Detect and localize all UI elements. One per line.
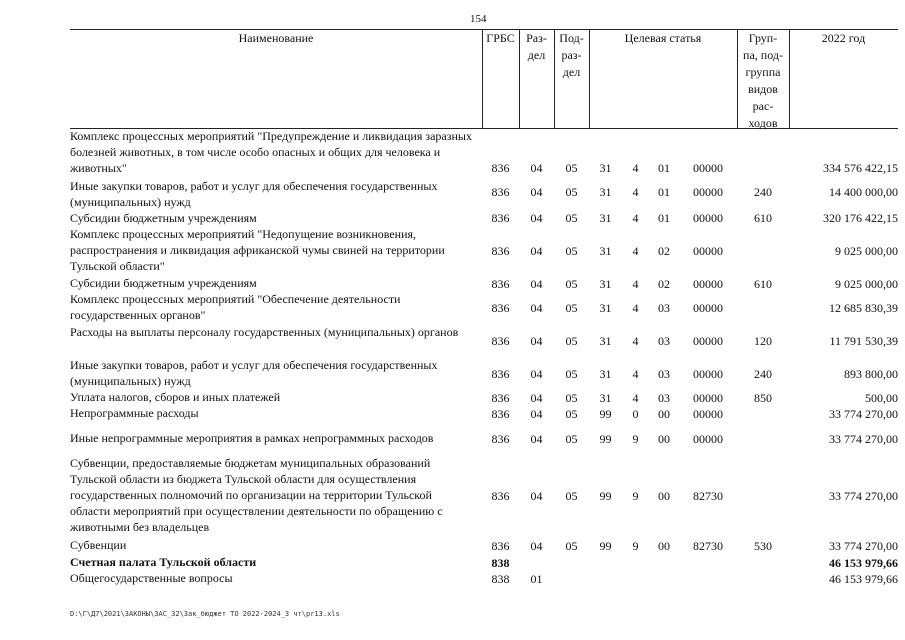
table-row: [70, 389, 898, 405]
cell-t1: 31: [599, 161, 612, 175]
cell-rz: 04: [530, 161, 543, 175]
cell-t2: 4: [632, 277, 639, 291]
row-name: Счетная палата Тульской области: [70, 555, 257, 569]
cell-t4: 82730: [693, 489, 723, 503]
cell-t4: 00000: [693, 432, 723, 446]
cell-t2: 9: [632, 432, 639, 446]
cell-t4: 82730: [693, 539, 723, 553]
cell-sum: 14 400 000,00: [829, 185, 898, 199]
cell-t1: 99: [599, 432, 612, 446]
header-razdel: Раз- дел: [526, 31, 547, 62]
cell-t3: 03: [658, 334, 670, 348]
header-podrazdel: Под- раз- дел: [559, 31, 584, 79]
cell-t2: 4: [632, 334, 639, 348]
cell-grbs: 836: [491, 407, 510, 421]
cell-rz: 04: [530, 185, 543, 199]
cell-t1: 99: [599, 539, 612, 553]
header-grbs: ГРБС: [486, 31, 515, 45]
cell-t1: 31: [599, 277, 612, 291]
cell-sum: 334 576 422,15: [823, 161, 898, 175]
cell-t3: 00: [658, 539, 670, 553]
cell-pr: 05: [565, 432, 578, 446]
cell-grbs: 836: [491, 301, 510, 315]
cell-grbs: 836: [491, 277, 510, 291]
cell-t3: 01: [658, 185, 670, 199]
row-name: Субсидии бюджетным учреждениям: [70, 211, 257, 225]
cell-t4: 00000: [693, 244, 723, 258]
cell-t2: 4: [632, 244, 639, 258]
cell-t3: 00: [658, 432, 670, 446]
row-name: Комплекс процессных мероприятий "Недопущение возникновения, распространения и ликвидация африканской чумы свиней на территории Тульской области": [70, 227, 445, 273]
table-row: [70, 226, 898, 274]
header-divider: [589, 29, 590, 128]
cell-t4: 00000: [693, 367, 723, 381]
table-row: [70, 537, 898, 553]
cell-pr: 05: [565, 367, 578, 381]
cell-pr: 05: [565, 489, 578, 503]
cell-grbs: 836: [491, 391, 510, 405]
cell-t1: 31: [599, 391, 612, 405]
cell-rz: 04: [530, 301, 543, 315]
cell-pr: 05: [565, 334, 578, 348]
table-row: [70, 570, 898, 586]
cell-grbs: 836: [491, 244, 510, 258]
cell-grbs: 836: [491, 432, 510, 446]
row-name: Уплата налогов, сборов и иных платежей: [70, 390, 281, 404]
cell-t4: 00000: [693, 211, 723, 225]
cell-rz: 04: [530, 432, 543, 446]
cell-t3: 03: [658, 301, 670, 315]
cell-t3: 00: [658, 489, 670, 503]
cell-rz: 04: [530, 391, 543, 405]
cell-rz: 04: [530, 407, 543, 421]
cell-t1: 31: [599, 244, 612, 258]
cell-t1: 99: [599, 407, 612, 421]
cell-grbs: 836: [491, 334, 510, 348]
cell-t4: 00000: [693, 277, 723, 291]
cell-grbs: 836: [491, 185, 510, 199]
cell-sum: 320 176 422,15: [823, 211, 898, 225]
cell-sum: 33 774 270,00: [829, 539, 898, 553]
cell-grbs: 838: [491, 572, 510, 586]
cell-t3: 02: [658, 244, 670, 258]
cell-t3: 01: [658, 161, 670, 175]
row-name: Непрограммные расходы: [70, 406, 199, 420]
cell-sum: 33 774 270,00: [829, 407, 898, 421]
header-year: 2022 год: [821, 31, 866, 45]
cell-t2: 9: [632, 539, 639, 553]
header-group: Груп- па, под- группа видов рас- ходов: [743, 31, 783, 130]
row-name: Комплекс процессных мероприятий "Обеспечение деятельности государственных органов": [70, 292, 401, 322]
cell-rz: 04: [530, 334, 543, 348]
cell-vr: 610: [754, 277, 772, 291]
cell-t2: 4: [632, 185, 639, 199]
cell-vr: 120: [754, 334, 772, 348]
table-row: [70, 128, 898, 176]
table-header: [70, 29, 898, 129]
page-number: 154: [470, 13, 487, 25]
row-name: Расходы на выплаты персоналу государственных (муниципальных) органов: [70, 325, 459, 339]
cell-pr: 05: [565, 391, 578, 405]
row-name: Комплекс процессных мероприятий "Предупреждение и ликвидация заразных болезней животных, в том числе особо опасных и общих для человека и животных": [70, 129, 472, 175]
cell-vr: 240: [754, 367, 772, 381]
header-name: Наименование: [238, 31, 314, 45]
cell-t1: 31: [599, 301, 612, 315]
cell-rz: 04: [530, 211, 543, 225]
cell-sum: 12 685 830,39: [829, 301, 898, 315]
cell-pr: 05: [565, 244, 578, 258]
row-name: Субвенции, предоставляемые бюджетам муниципальных образований Тульской области из бюджета Тульской области для осуществления государственных полномочий по организации на территории Тульской области мероприятий при осуществлении деятельности по обращению с животными без владельцев: [70, 456, 443, 534]
header-target: Целевая статья: [624, 31, 702, 45]
cell-grbs: 836: [491, 539, 510, 553]
table-row: [70, 455, 898, 535]
cell-vr: 530: [754, 539, 772, 553]
cell-rz: 04: [530, 539, 543, 553]
cell-t2: 9: [632, 489, 639, 503]
row-name: Иные закупки товаров, работ и услуг для обеспечения государственных (муниципальных) нужд: [70, 179, 438, 209]
cell-pr: 05: [565, 301, 578, 315]
table-row: [70, 430, 898, 446]
cell-t1: 31: [599, 211, 612, 225]
cell-vr: 610: [754, 211, 772, 225]
table-row: [70, 405, 898, 421]
table-row: [70, 275, 898, 291]
cell-t3: 01: [658, 211, 670, 225]
cell-t2: 0: [632, 407, 639, 421]
cell-t1: 99: [599, 489, 612, 503]
cell-rz: 04: [530, 244, 543, 258]
cell-pr: 05: [565, 539, 578, 553]
cell-grbs: 836: [491, 211, 510, 225]
header-divider: [519, 29, 520, 128]
cell-t3: 03: [658, 391, 670, 405]
header-divider: [737, 29, 738, 128]
cell-rz: 04: [530, 277, 543, 291]
cell-grbs: 838: [491, 556, 510, 570]
cell-t2: 4: [632, 391, 639, 405]
cell-sum: 46 153 979,66: [829, 556, 898, 570]
cell-t3: 00: [658, 407, 670, 421]
cell-rz: 01: [530, 572, 543, 586]
cell-t4: 00000: [693, 391, 723, 405]
cell-t4: 00000: [693, 161, 723, 175]
cell-vr: 850: [754, 391, 772, 405]
cell-pr: 05: [565, 161, 578, 175]
cell-t2: 4: [632, 211, 639, 225]
row-name: Иные закупки товаров, работ и услуг для обеспечения государственных (муниципальных) нужд: [70, 358, 438, 388]
table-row: [70, 291, 898, 323]
table-row: [70, 324, 898, 356]
cell-sum: 9 025 000,00: [835, 277, 898, 291]
cell-t2: 4: [632, 301, 639, 315]
cell-sum: 33 774 270,00: [829, 489, 898, 503]
table-row: [70, 210, 898, 226]
cell-sum: 33 774 270,00: [829, 432, 898, 446]
header-divider: [789, 29, 790, 128]
row-name: Иные непрограммные мероприятия в рамках непрограммных расходов: [70, 431, 434, 445]
cell-t4: 00000: [693, 407, 723, 421]
cell-pr: 05: [565, 407, 578, 421]
cell-t2: 4: [632, 367, 639, 381]
header-divider: [482, 29, 483, 128]
row-name: Субсидии бюджетным учреждениям: [70, 276, 257, 290]
cell-t1: 31: [599, 367, 612, 381]
row-name: Общегосударственные вопросы: [70, 571, 233, 585]
cell-pr: 05: [565, 277, 578, 291]
row-name: Субвенции: [70, 538, 127, 552]
cell-t3: 03: [658, 367, 670, 381]
cell-grbs: 836: [491, 161, 510, 175]
cell-vr: 240: [754, 185, 772, 199]
cell-pr: 05: [565, 185, 578, 199]
cell-t4: 00000: [693, 301, 723, 315]
cell-rz: 04: [530, 367, 543, 381]
cell-grbs: 836: [491, 489, 510, 503]
cell-rz: 04: [530, 489, 543, 503]
file-path-footer: D:\Г\Д7\2021\ЗАКОНЫ\ЗАС_32\Зак_бюджет ТО 2022-2024_3 чт\pr13.xls: [70, 610, 340, 618]
cell-sum: 9 025 000,00: [835, 244, 898, 258]
cell-t4: 00000: [693, 334, 723, 348]
cell-sum: 500,00: [865, 391, 898, 405]
cell-sum: 11 791 530,39: [829, 334, 898, 348]
cell-sum: 46 153 979,66: [829, 572, 898, 586]
header-divider: [554, 29, 555, 128]
cell-t1: 31: [599, 334, 612, 348]
cell-grbs: 836: [491, 367, 510, 381]
cell-pr: 05: [565, 211, 578, 225]
cell-t1: 31: [599, 185, 612, 199]
cell-t2: 4: [632, 161, 639, 175]
table-row: [70, 178, 898, 210]
cell-t4: 00000: [693, 185, 723, 199]
table-row: [70, 554, 898, 570]
cell-t3: 02: [658, 277, 670, 291]
table-row: [70, 357, 898, 389]
cell-sum: 893 800,00: [844, 367, 898, 381]
